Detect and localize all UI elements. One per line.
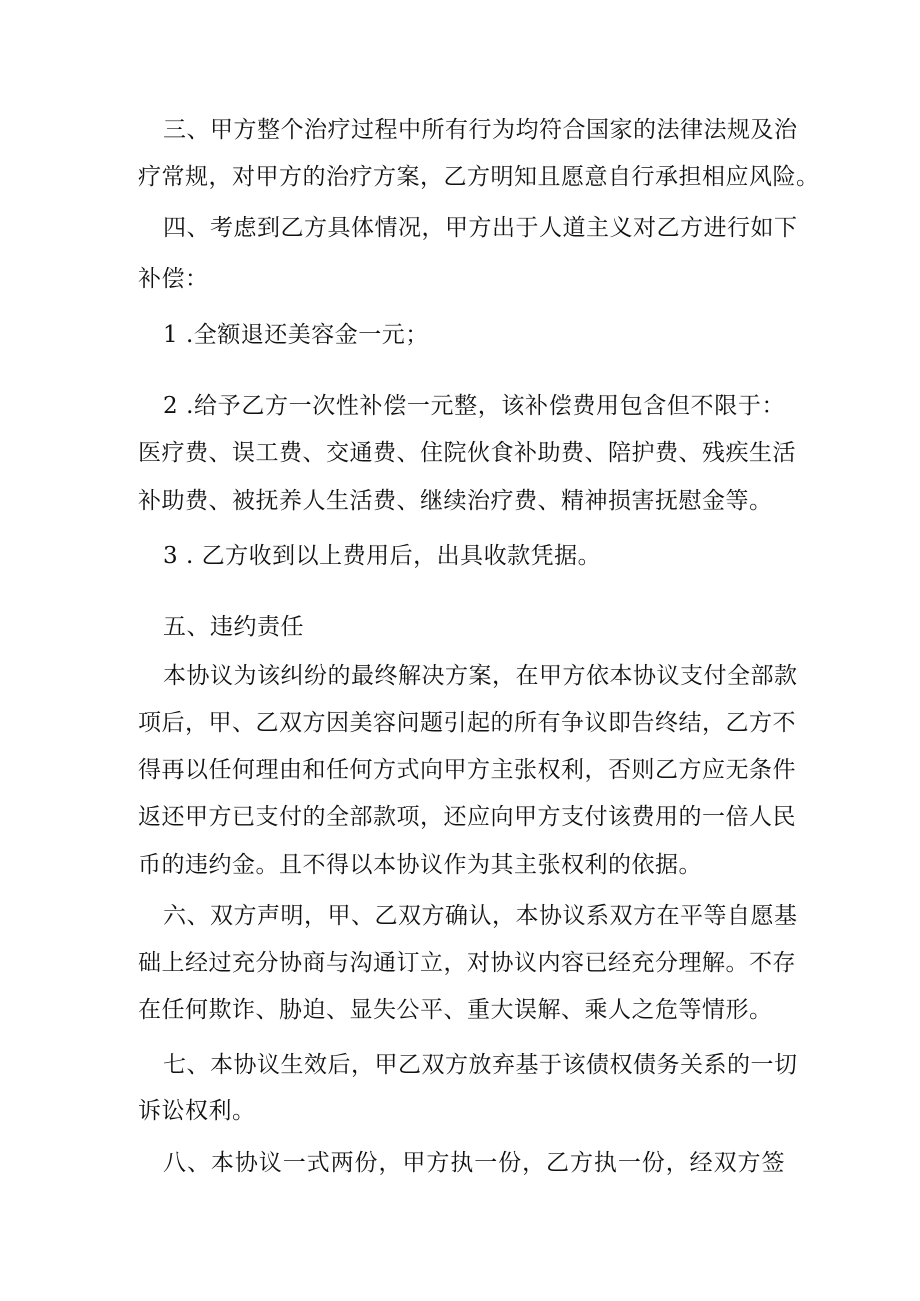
clause-5-line-4: 返还甲方已支付的全部款项，还应向甲方支付该费用的一倍人民 bbox=[138, 804, 796, 830]
clause-4-line-2: 补偿： bbox=[138, 266, 209, 292]
item-1: 1 .全额退还美容金一元； bbox=[163, 322, 429, 348]
item-2-line-2: 医疗费、误工费、交通费、住院伙食补助费、陪护费、残疾生活 bbox=[138, 440, 796, 466]
clause-5-line-5: 币的违约金。且不得以本协议作为其主张权利的依据。 bbox=[138, 852, 702, 878]
item-3: 3 . 乙方收到以上费用后，出具收款凭据。 bbox=[163, 543, 602, 569]
clause-5-line-2: 项后，甲、乙双方因美容问题引起的所有争议即告终结，乙方不 bbox=[138, 710, 796, 736]
clause-6-line-3: 在任何欺诈、胁迫、显失公平、重大误解、乘人之危等情形。 bbox=[138, 997, 773, 1023]
clause-7-line-1: 七、本协议生效后，甲乙双方放弃基于该债权债务关系的一切 bbox=[163, 1052, 798, 1078]
clause-8-line-1: 八、本协议一式两份，甲方执一份，乙方执一份，经双方签 bbox=[163, 1150, 785, 1176]
clause-5-line-1: 本协议为该纠纷的最终解决方案，在甲方依本协议支付全部款 bbox=[163, 663, 798, 689]
clause-5-line-3: 得再以任何理由和任何方式向甲方主张权利，否则乙方应无条件 bbox=[138, 757, 796, 783]
clause-7-line-2: 诉讼权利。 bbox=[138, 1098, 256, 1124]
clause-6-line-1: 六、双方声明，甲、乙双方确认，本协议系双方在平等自愿基 bbox=[163, 903, 798, 929]
clause-3-line-2: 疗常规，对甲方的治疗方案，乙方明知且愿意自行承担相应风险。 bbox=[138, 164, 820, 190]
clause-3-line-1: 三、甲方整个治疗过程中所有行为均符合国家的法律法规及治 bbox=[163, 117, 798, 143]
item-2-line-1: 2 .给予乙方一次性补偿一元整，该补偿费用包含但不限于： bbox=[163, 393, 785, 419]
clause-4-line-1: 四、考虑到乙方具体情况，甲方出于人道主义对乙方进行如下 bbox=[163, 215, 798, 241]
item-2-line-3: 补助费、被抚养人生活费、继续治疗费、精神损害抚慰金等。 bbox=[138, 488, 773, 514]
clause-5-heading: 五、违约责任 bbox=[163, 614, 304, 640]
clause-6-line-2: 础上经过充分协商与沟通订立，对协议内容已经充分理解。不存 bbox=[138, 950, 796, 976]
